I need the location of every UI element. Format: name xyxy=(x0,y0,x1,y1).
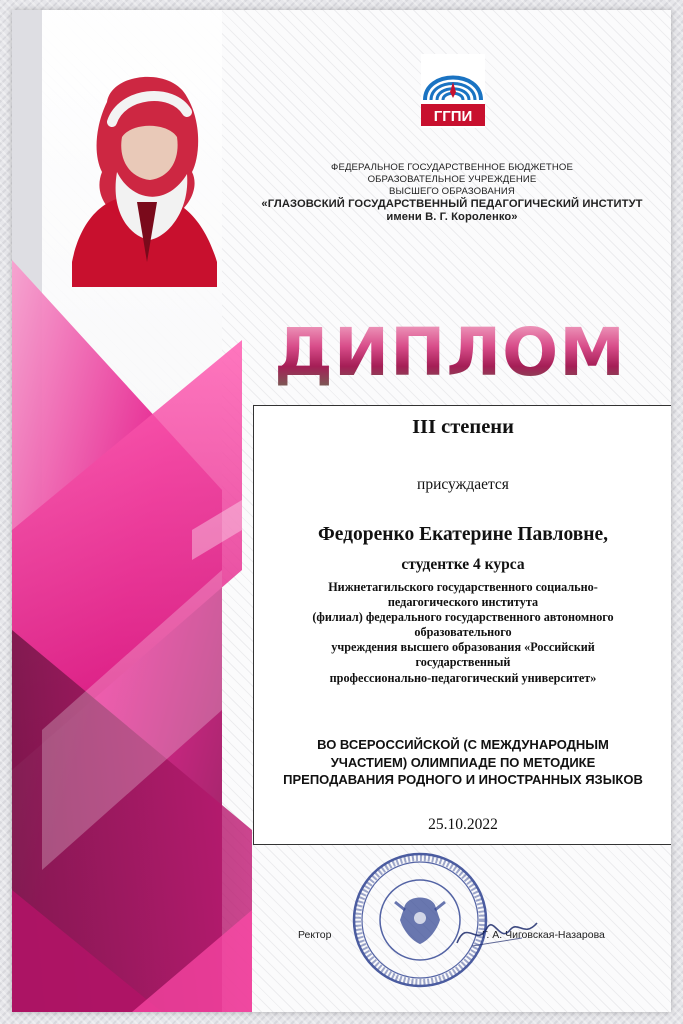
signatory-title: Ректор xyxy=(298,929,332,941)
recipient-course: студентке 4 курса xyxy=(401,556,525,573)
institution-description xyxy=(264,580,662,686)
diploma-title: ДИПЛОМ xyxy=(250,320,650,386)
header-org-name: «ГЛАЗОВСКИЙ ГОСУДАРСТВЕННЫЙ ПЕДАГОГИЧЕСКИЙ ИНСТИТУТ xyxy=(261,198,643,210)
institution-line: образовательного xyxy=(414,625,512,640)
institution-header xyxy=(237,162,667,224)
header-line-2: ОБРАЗОВАТЕЛЬНОЕ УЧРЕЖДЕНИЕ xyxy=(367,174,537,185)
institution-line: Нижнетагильского государственного социально- xyxy=(328,580,598,594)
award-date: 25.10.2022 xyxy=(428,816,498,833)
institution-line: (филиал) федерального государственного автономного xyxy=(312,610,614,625)
institution-line: профессионально-педагогический университет» xyxy=(329,670,597,685)
signatory-name: Г. А. Чиговская-Назарова xyxy=(482,929,605,941)
portrait-icon xyxy=(52,62,232,292)
olympiad-title xyxy=(254,736,671,789)
logo-abbr: ГГПИ xyxy=(433,108,473,125)
olympiad-line: ВО ВСЕРОССИЙСКОЙ (С МЕЖДУНАРОДНЫМ xyxy=(317,737,609,752)
olympiad-line: УЧАСТИЕМ) ОЛИМПИАДЕ ПО МЕТОДИКЕ xyxy=(330,754,596,770)
award-box xyxy=(253,405,671,845)
header-line-1: ФЕДЕРАЛЬНОЕ ГОСУДАРСТВЕННОЕ БЮДЖЕТНОЕ xyxy=(331,162,573,173)
diploma-frame xyxy=(12,10,671,1012)
olympiad-line: ПРЕПОДАВАНИЯ РОДНОГО И ИНОСТРАННЫХ ЯЗЫКОВ xyxy=(283,772,643,787)
institution-line: учреждения высшего образования «Российский xyxy=(331,640,595,655)
signature-icon xyxy=(452,908,542,958)
awarded-text: присуждается xyxy=(417,476,509,493)
institution-line: педагогического института xyxy=(387,595,539,610)
institution-line: государственный xyxy=(415,655,511,670)
header-org-name-2: имени В. Г. Короленко» xyxy=(386,211,518,223)
recipient-name: Федоренко Екатерине Павловне, xyxy=(317,524,609,545)
institute-logo-icon xyxy=(417,50,489,132)
award-degree: III степени xyxy=(412,416,514,438)
header-line-3: ВЫСШЕГО ОБРАЗОВАНИЯ xyxy=(389,186,515,197)
